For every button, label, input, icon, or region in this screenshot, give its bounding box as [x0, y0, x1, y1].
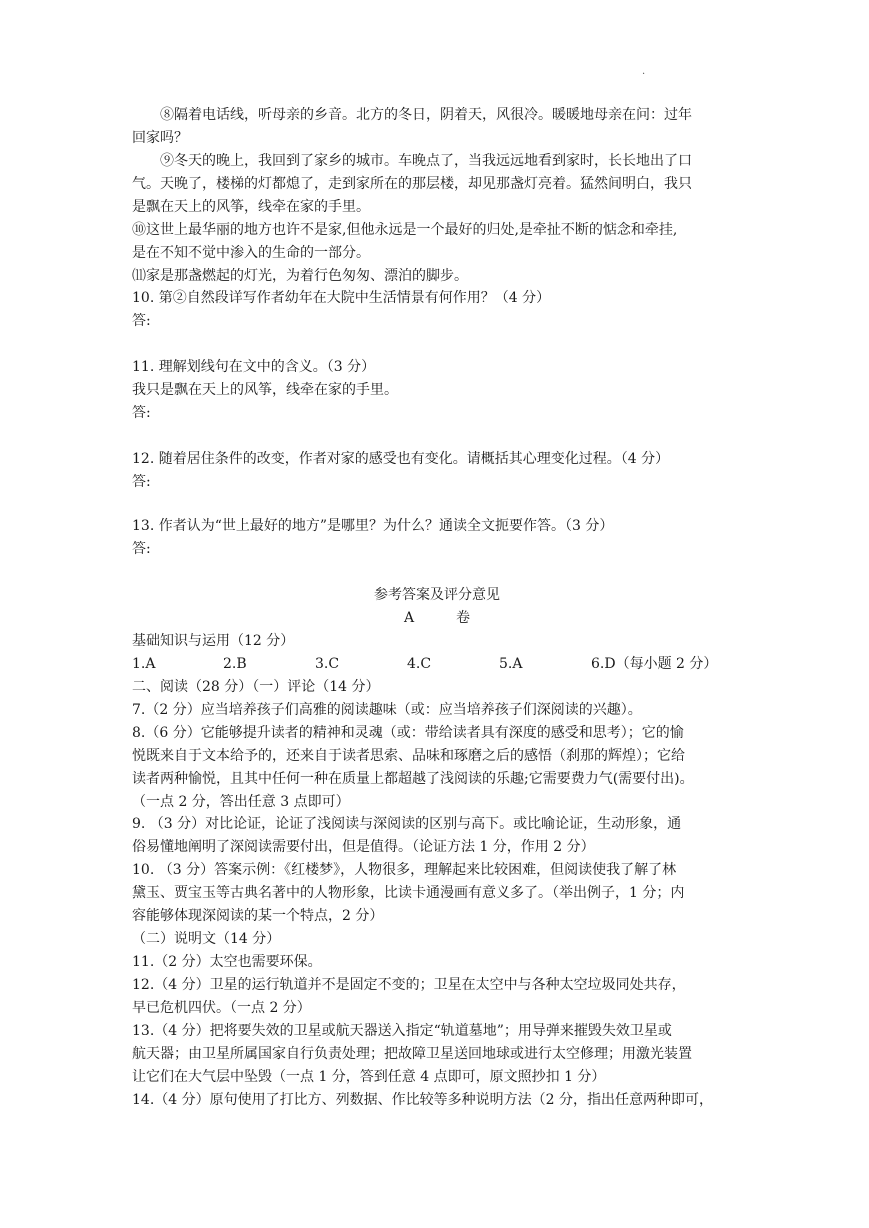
passage-p11: ⑾家是那盏燃起的灯光，为着行色匆匆、漂泊的脚步。 — [132, 268, 468, 284]
answer-10-line1: 10. （3 分）答案示例：《红楼梦》，人物很多，理解起来比较困难，但阅读使我了解了林 — [132, 862, 677, 878]
question-12: 12. 随着居住条件的改变，作者对家的感受也有变化。请概括其心理变化过程。（4 分） — [132, 451, 670, 467]
choice-answer-3: 3.C — [315, 656, 340, 672]
question-11: 11. 理解划线句在文中的含义。（3 分） — [132, 359, 376, 375]
answer-13-line3: 让它们在大气层中坠毁（一点 1 分，答到任意 4 点即可，原文照抄扣 1 分） — [132, 1069, 606, 1085]
question-13: 13. 作者认为“世上最好的地方”是哪里？为什么？通读全文扼要作答。（3 分） — [132, 518, 614, 534]
answer-label-12: 答: — [132, 474, 151, 490]
answer-13-line2: 航天器；由卫星所属国家自行负责处理；把故障卫星送回地球或进行太空修理；用激光装置 — [132, 1046, 692, 1062]
passage-p8-line1: ⑧隔着电话线，听母亲的乡音。北方的冬日，阴着天，风很冷。暖暖地母亲在问：过年 — [160, 107, 692, 123]
section-expository: （二）说明文（14 分） — [132, 931, 281, 947]
answer-10-line2: 黛玉、贾宝玉等古典名著中的人物形象，比读卡通漫画有意义多了。（举出例子，1 分；内 — [132, 885, 685, 901]
answer-label-10: 答: — [132, 313, 151, 329]
answer-12-line1: 12.（4 分）卫星的运行轨道并不是固定不变的；卫星在太空中与各种太空垃圾同处共存， — [132, 977, 686, 993]
choice-answer-1: 1.A — [132, 656, 156, 672]
answer-9-line1: 9. （3 分）对比论证，论证了浅阅读与深阅读的区别与高下。或比喻论证，生动形象，通 — [132, 816, 682, 832]
answer-8-line1: 8.（6 分）它能够提升读者的精神和灵魂（或：带给读者具有深度的感受和思考）；它的愉 — [132, 725, 684, 741]
header-mark: . — [642, 66, 646, 77]
answer-label-11: 答: — [132, 405, 151, 421]
answer-13-line1: 13.（4 分）把将要失效的卫星或航天器送入指定“轨道墓地”；用导弹来摧毁失效卫星或 — [132, 1023, 672, 1039]
answer-8-line4: （一点 2 分，答出任意 3 点即可） — [132, 794, 350, 810]
passage-p9-line3: 是飘在天上的风筝，线牵在家的手里。 — [132, 199, 370, 215]
answer-11: 11.（2 分）太空也需要环保。 — [132, 954, 322, 970]
choice-answer-6: 6.D（每小题 2 分） — [591, 656, 718, 672]
answer-key-volume: A 卷 — [403, 610, 471, 626]
answer-7: 7.（2 分）应当培养孩子们高雅的阅读趣味（或：应当培养孩子们深阅读的兴趣）。 — [132, 702, 642, 718]
passage-p8-line2: 回家吗？ — [132, 130, 188, 146]
section-reading: 二、阅读（28 分）（一）评论（14 分） — [132, 679, 380, 695]
question-10: 10. 第②自然段详写作者幼年在大院中生活情景有何作用？（4 分） — [132, 290, 551, 306]
passage-p9-line2: 气。天晚了，楼梯的灯都熄了，走到家所在的那层楼，却见那盏灯亮着。猛然间明白，我只 — [132, 176, 692, 192]
answer-9-line2: 俗易懂地阐明了深阅读需要付出，但是值得。（论证方法 1 分，作用 2 分） — [132, 839, 595, 855]
answer-12-line2: 早已危机四伏。（一点 2 分） — [132, 1000, 311, 1016]
question-11-quote: 我只是飘在天上的风筝，线牵在家的手里。 — [132, 382, 398, 398]
passage-p10-line2: 是在不知不觉中渗入的生命的一部分。 — [132, 245, 370, 261]
answer-8-line2: 悦既来自于文本给予的，还来自于读者思索、品味和琢磨之后的感悟（刹那的辉煌）；它给 — [132, 748, 685, 764]
answer-14-line1: 14.（4 分）原句使用了打比方、列数据、作比较等多种说明方法（2 分，指出任意两种即可， — [132, 1092, 713, 1108]
answer-10-line3: 容能够体现深阅读的某一个特点，2 分） — [132, 908, 384, 924]
choice-answer-4: 4.C — [407, 656, 432, 672]
answer-label-13: 答: — [132, 541, 151, 557]
passage-p10-line1: ⑩这世上最华丽的地方也许不是家,但他永远是一个最好的归处,是牵扯不断的惦念和牵挂, — [132, 222, 678, 238]
section-basic-knowledge: 基础知识与运用（12 分） — [132, 633, 295, 649]
passage-p9-line1: ⑨冬天的晚上，我回到了家乡的城市。车晚点了，当我远远地看到家时，长长地出了口 — [160, 153, 692, 169]
answer-key-title: 参考答案及评分意见 — [374, 587, 500, 603]
answer-8-line3: 读者两种愉悦，且其中任何一种在质量上都超越了浅阅读的乐趣;它需要费力气(需要付出)。 — [132, 771, 694, 787]
choice-answer-2: 2.B — [223, 656, 247, 672]
choice-answer-5: 5.A — [499, 656, 523, 672]
